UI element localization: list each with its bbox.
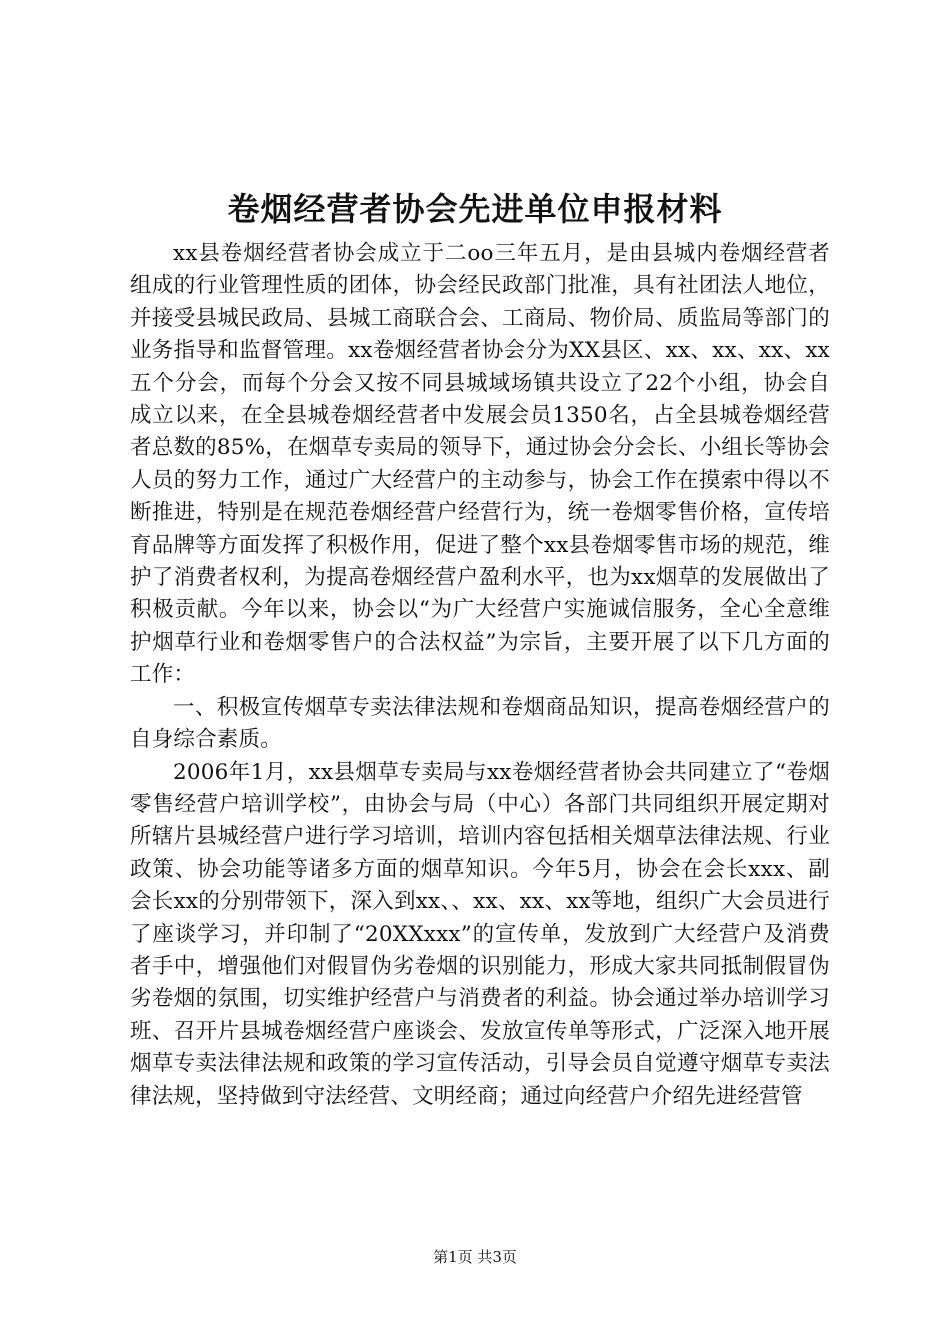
section-heading-1: 一、积极宣传烟草专卖法律法规和卷烟商品知识，提高卷烟经营户的自身综合素质。	[130, 694, 830, 753]
document-title: 卷烟经营者协会先进单位申报材料	[227, 190, 723, 228]
section-1-paragraph: 2006年1月，xx县烟草专卖局与xx卷烟经营者协会共同建立了“卷烟零售经营户培训学校”，由协会与局（中心）各部门共同组织开展定期对所辖片县城经营户进行学习培训，培训内容包括相关烟草法律法规、行业政策、协会功能等诸多方面的烟草知识。今年5月，协会在会长xxx、副会长xx的分别带领下，深入到xx、、xx、xx、xx等地，组织广大会员进行了座谈学习，并印制了“20XXxxx”的宣传单，发放到广大经营户及消费者手中，增强他们对假冒伪劣卷烟的识别能力，形成大家共同抵制假冒伪劣卷烟的氛围，切实维护经营户与消费者的利益。协会通过举办培训学习班、召开片县城卷烟经营户座谈会、发放宣传单等形式，广泛深入地开展烟草专卖法律法规和政策的学习宣传活动，引导会员自觉遵守烟草专卖法律法规，坚持做到守法经营、文明经商；通过向经营户介绍先进经营管	[130, 759, 830, 1109]
page-number-footer: 第1页 共3页	[433, 1248, 517, 1266]
intro-paragraph: xx县卷烟经营者协会成立于二oo三年五月，是由县城内卷烟经营者组成的行业管理性质的团体，协会经民政部门批准，具有社团法人地位，并接受县城民政局、县城工商联合会、工商局、物价局、质监局等部门的业务指导和监督管理。xx卷烟经营者协会分为XX县区、xx、xx、xx、xx五个分会，而每个分会又按不同县城域场镇共设立了22个小组，协会自成立以来，在全县城卷烟经营者中发展会员1350名，占全县城卷烟经营者总数的85%，在烟草专卖局的领导下，通过协会分会长、小组长等协会人员的努力工作，通过广大经营户的主动参与，协会工作在摸索中得以不断推进，特别是在规范卷烟经营户经营行为，统一卷烟零售价格，宣传培育品牌等方面发挥了积极作用，促进了整个xx县卷烟零售市场的规范，维护了消费者权利，为提高卷烟经营户盈利水平，也为xx烟草的发展做出了积极贡献。今年以来，协会以“为广大经营户实施诚信服务，全心全意维护烟草行业和卷烟零售户的合法权益”为宗旨，主要开展了以下几方面的工作：	[130, 241, 830, 688]
document-body	[130, 238, 830, 1113]
